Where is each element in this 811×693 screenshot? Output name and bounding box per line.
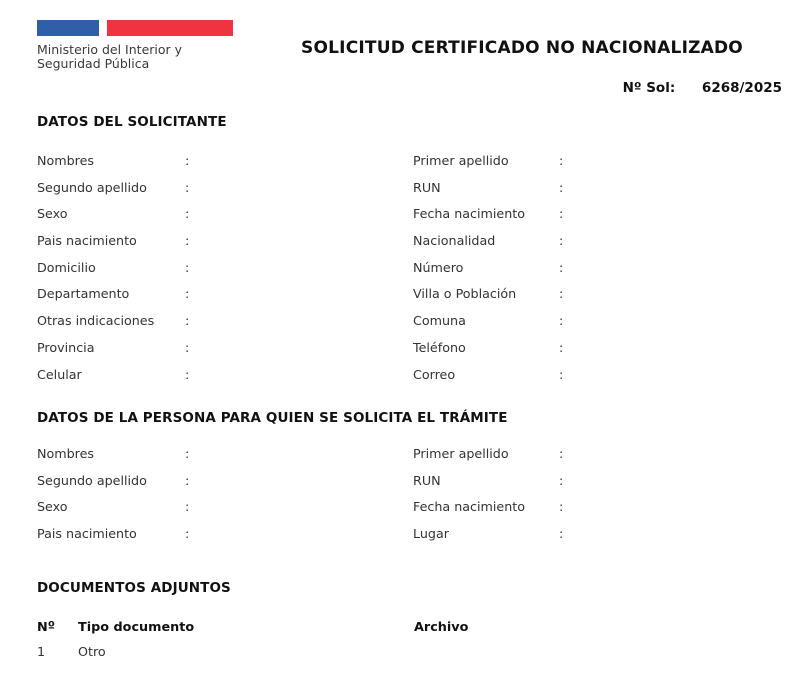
field-value — [569, 312, 773, 329]
field-colon: : — [559, 153, 564, 168]
field-label: Nacionalidad — [413, 233, 496, 249]
section-title-applicant: DATOS DEL SOLICITANTE — [37, 114, 227, 130]
field-label: Provincia — [37, 339, 95, 355]
attachments-header-row — [37, 620, 777, 644]
chile-flag-icon — [37, 20, 233, 36]
field-value — [195, 232, 413, 249]
field-value — [195, 525, 413, 542]
section-title-attachments: DOCUMENTOS ADJUNTOS — [37, 580, 231, 596]
field-value — [569, 152, 773, 169]
field-label: Primer apellido — [413, 446, 509, 461]
field-value — [195, 472, 413, 489]
field-label: Sexo — [37, 499, 68, 515]
field-value — [195, 366, 413, 383]
field-value — [569, 205, 773, 222]
field-row — [37, 205, 777, 232]
field-colon: : — [185, 286, 190, 302]
field-colon: : — [185, 313, 190, 329]
column-header-num: Nº — [37, 620, 55, 635]
field-right — [413, 152, 773, 169]
attachments-body — [37, 644, 777, 666]
field-value — [195, 205, 413, 222]
subject-fields — [37, 445, 777, 552]
field-left — [37, 205, 413, 222]
column-header-archivo: Archivo — [414, 620, 469, 635]
field-row — [37, 472, 777, 499]
field-label: Fecha nacimiento — [413, 206, 526, 222]
field-colon: : — [559, 472, 564, 488]
field-colon: : — [559, 526, 564, 542]
field-right — [413, 339, 773, 356]
field-right — [413, 445, 773, 462]
section-title-subject: DATOS DE LA PERSONA PARA QUIEN SE SOLICITA EL TRÁMITE — [37, 410, 508, 426]
field-row — [37, 259, 777, 286]
field-label: Villa o Población — [413, 286, 517, 302]
field-left — [37, 339, 413, 356]
field-left — [37, 525, 413, 542]
field-value — [569, 445, 773, 462]
field-colon: : — [185, 339, 190, 355]
field-colon: : — [559, 259, 564, 275]
field-value — [569, 366, 773, 383]
field-colon: : — [185, 153, 190, 168]
field-right — [413, 259, 773, 276]
field-left — [37, 312, 413, 329]
field-right — [413, 312, 773, 329]
field-value — [569, 285, 773, 302]
field-label: Segundo apellido — [37, 179, 147, 195]
field-right — [413, 472, 773, 489]
field-label: Domicilio — [37, 259, 96, 275]
field-colon: : — [185, 206, 190, 222]
field-left — [37, 179, 413, 196]
field-left — [37, 366, 413, 383]
field-value — [195, 445, 413, 462]
field-label: Lugar — [413, 526, 449, 542]
document-header — [0, 0, 811, 96]
ministry-name-line2: Seguridad Pública — [37, 56, 150, 71]
field-colon: : — [559, 339, 564, 355]
field-label: Correo — [413, 366, 456, 382]
field-colon: : — [185, 366, 190, 382]
field-row — [37, 366, 777, 393]
field-label: Primer apellido — [413, 153, 509, 168]
field-label: Fecha nacimiento — [413, 499, 526, 515]
field-left — [37, 445, 413, 462]
field-value — [569, 232, 773, 249]
field-row — [37, 179, 777, 206]
field-value — [195, 259, 413, 276]
field-row — [37, 339, 777, 366]
field-left — [37, 498, 413, 515]
ministry-name-line1: Ministerio del Interior y — [37, 42, 183, 57]
table-row — [37, 644, 777, 666]
field-right — [413, 285, 773, 302]
field-label: Nombres — [37, 153, 95, 168]
field-value — [569, 525, 773, 542]
field-row — [37, 152, 777, 179]
field-row — [37, 525, 777, 552]
field-label: RUN — [413, 179, 441, 195]
field-label: Comuna — [413, 313, 466, 329]
flag-stripe-red — [107, 20, 233, 36]
field-colon: : — [185, 499, 190, 515]
field-value — [195, 312, 413, 329]
field-colon: : — [559, 446, 564, 461]
flag-stripe-blue — [37, 20, 99, 36]
field-label: Segundo apellido — [37, 472, 147, 488]
field-colon: : — [185, 179, 190, 195]
field-right — [413, 498, 773, 515]
field-row — [37, 445, 777, 472]
field-label: Pais nacimiento — [37, 526, 137, 542]
attachments-table — [37, 620, 777, 666]
solicitud-number-label: Nº Sol: — [622, 80, 676, 96]
solicitud-number-value: 6268/2025 — [701, 80, 782, 96]
column-header-tipo: Tipo documento — [78, 620, 195, 635]
field-colon: : — [559, 233, 564, 249]
field-label: Pais nacimiento — [37, 233, 137, 249]
field-value — [195, 498, 413, 515]
field-row — [37, 312, 777, 339]
cell-tipo: Otro — [78, 644, 106, 659]
field-colon: : — [559, 206, 564, 222]
field-label: Número — [413, 259, 464, 275]
field-row — [37, 285, 777, 312]
field-label: Sexo — [37, 206, 68, 222]
field-label: Teléfono — [413, 339, 466, 355]
field-label: Otras indicaciones — [37, 313, 155, 329]
field-value — [195, 285, 413, 302]
field-colon: : — [559, 313, 564, 329]
field-colon: : — [559, 366, 564, 382]
applicant-fields — [37, 152, 777, 392]
field-right — [413, 179, 773, 196]
ministry-logo — [37, 20, 233, 71]
field-left — [37, 259, 413, 276]
field-colon: : — [559, 286, 564, 302]
field-label: Celular — [37, 366, 82, 382]
field-right — [413, 205, 773, 222]
field-right — [413, 366, 773, 383]
field-colon: : — [185, 446, 190, 461]
field-left — [37, 472, 413, 489]
field-colon: : — [185, 259, 190, 275]
flag-stripe-white — [99, 20, 107, 36]
cell-archivo — [414, 644, 714, 666]
field-colon: : — [559, 499, 564, 515]
field-value — [195, 152, 413, 169]
field-value — [569, 339, 773, 356]
field-value — [569, 498, 773, 515]
cell-num: 1 — [37, 644, 46, 659]
field-label: Nombres — [37, 446, 95, 461]
field-row — [37, 232, 777, 259]
field-label: Departamento — [37, 286, 130, 302]
field-value — [195, 179, 413, 196]
field-left — [37, 152, 413, 169]
field-value — [569, 259, 773, 276]
ministry-name — [37, 43, 233, 71]
field-colon: : — [559, 179, 564, 195]
solicitud-number — [623, 80, 782, 96]
field-colon: : — [185, 472, 190, 488]
field-value — [569, 472, 773, 489]
field-left — [37, 232, 413, 249]
field-right — [413, 525, 773, 542]
field-left — [37, 285, 413, 302]
field-row — [37, 498, 777, 525]
field-colon: : — [185, 233, 190, 249]
field-label: RUN — [413, 472, 441, 488]
page-title: SOLICITUD CERTIFICADO NO NACIONALIZADO — [301, 38, 743, 58]
field-value — [569, 179, 773, 196]
field-right — [413, 232, 773, 249]
field-colon: : — [185, 526, 190, 542]
field-value — [195, 339, 413, 356]
